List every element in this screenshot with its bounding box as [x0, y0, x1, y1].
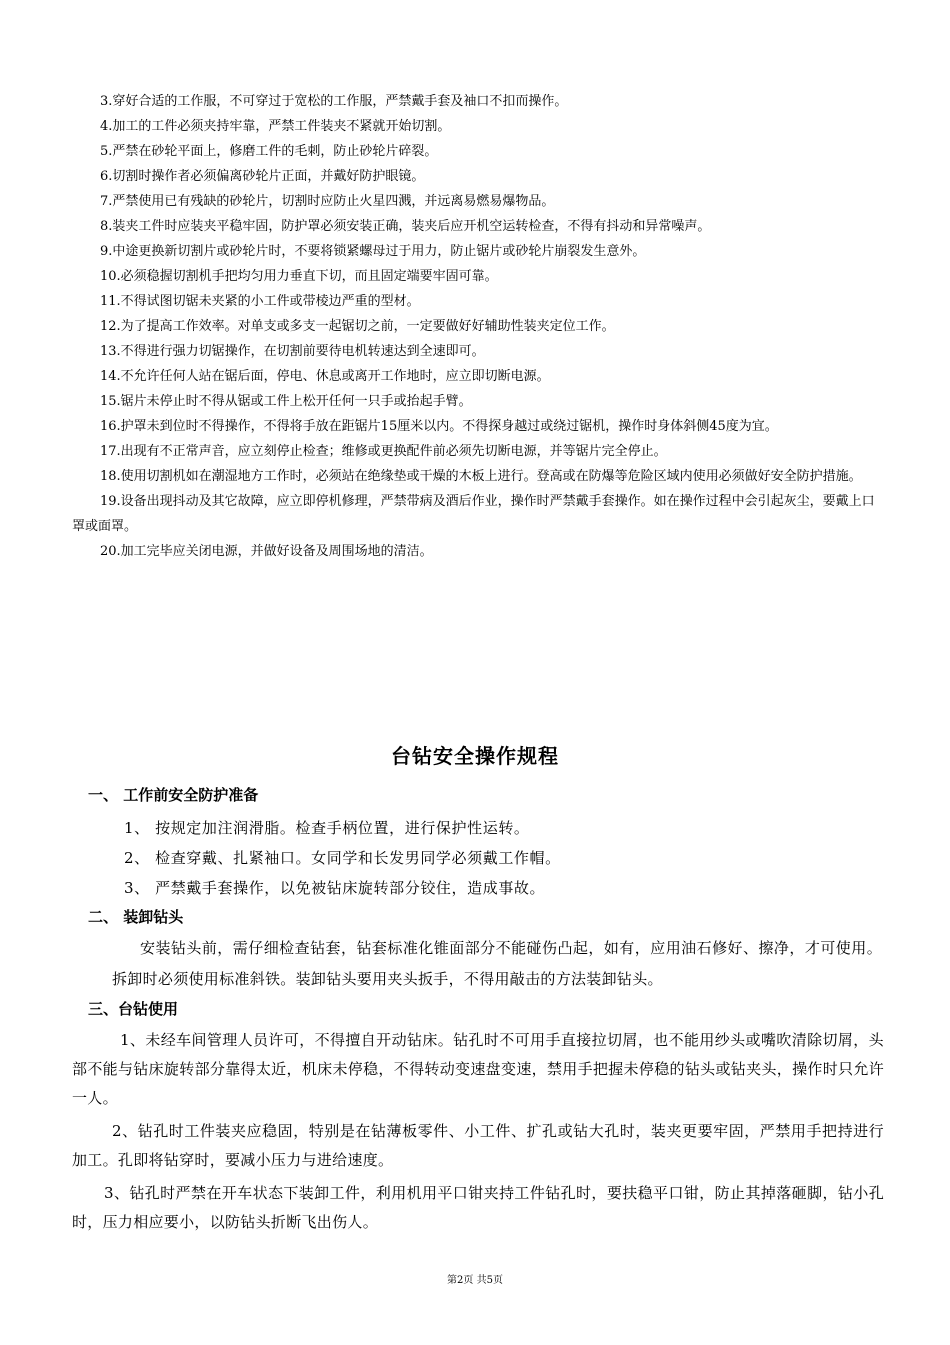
page-footer: 第2页 共5页 [447, 1275, 503, 1286]
rule-item: 14.不允许任何人站在锯后面，停电、休息或离开工作地时，应立即切断电源。 [100, 369, 550, 384]
prep-item-2: 2、 检查穿戴、扎紧袖口。女同学和长发男同学必须戴工作帽。 [124, 849, 561, 867]
rule-item: 6.切割时操作者必须偏离砂轮片正面，并戴好防护眼镜。 [100, 169, 425, 184]
rule-item: 20.加工完毕应关闭电源，并做好设备及周围场地的清洁。 [100, 544, 433, 559]
usage-paragraph-3: 3、钻孔时严禁在开车状态下装卸工件，利用机用平口钳夹持工件钻孔时，要扶稳平口钳，防止其掉落砸脚，钻小孔时，压力相应要小，以防钻头折断飞出伤人。 [72, 1184, 884, 1231]
rule-item: 3.穿好合适的工作服，不可穿过于宽松的工作服，严禁戴手套及袖口不扣而操作。 [100, 94, 568, 109]
rule-item: 15.锯片未停止时不得从锯或工件上松开任何一只手或抬起手臂。 [100, 394, 472, 409]
rule-item: 9.中途更换新切割片或砂轮片时，不要将锁紧螺母过于用力，防止锯片或砂轮片崩裂发生意外。 [100, 244, 646, 259]
rule-item: 10.必须稳握切割机手把均匀用力垂直下切，而且固定端要牢固可靠。 [100, 269, 498, 284]
rule-item: 12.为了提高工作效率。对单支或多支一起锯切之前，一定要做好好辅助性装夹定位工作。 [100, 319, 615, 334]
rule-item: 19.设备出现抖动及其它故障，应立即停机修理，严禁带病及酒后作业，操作时严禁戴手套操作。如在操作过程中会引起灰尘，要戴上口罩或面罩。 [72, 494, 875, 534]
page-title: 台钻安全操作规程 [391, 744, 559, 768]
rule-item: 4.加工的工件必须夹持牢靠，严禁工件装夹不紧就开始切割。 [100, 119, 451, 134]
prep-item-1: 1、 按规定加注润滑脂。检查手柄位置，进行保护性运转。 [124, 819, 530, 837]
rule-item: 17.出现有不正常声音，应立刻停止检查；维修或更换配件前必须先切断电源，并等锯片完全停止。 [100, 444, 667, 459]
section-heading-2: 二、 装卸钻头 [88, 908, 184, 926]
usage-paragraph-1: 1、未经车间管理人员许可，不得擅自开动钻床。钻孔时不可用手直接拉切屑，也不能用纱头或嘴吹清除切屑，头部不能与钻床旋转部分靠得太近，机床未停稳，不得转动变速盘变速，禁用手把握未停稳的钻头或钻夹头，操作时只允许一人。 [72, 1031, 884, 1107]
rule-item: 11.不得试图切锯未夹紧的小工件或带棱边严重的型材。 [100, 294, 420, 309]
rule-item: 5.严禁在砂轮平面上，修磨工件的毛刺，防止砂轮片碎裂。 [100, 144, 438, 159]
prep-item-3: 3、 严禁戴手套操作，以免被钻床旋转部分铰住，造成事故。 [124, 879, 546, 897]
rule-item: 13.不得进行强力切锯操作，在切割前要待电机转速达到全速即可。 [100, 344, 485, 359]
section-heading-1: 一、 工作前安全防护准备 [88, 786, 259, 804]
cutting-machine-rules [72, 89, 884, 564]
rule-item: 8.装夹工件时应装夹平稳牢固，防护罩必须安装正确，装夹后应开机空运转检查，不得有抖动和异常噪声。 [100, 219, 711, 234]
rule-item: 16.护罩未到位时不得操作，不得将手放在距锯片15厘米以内。不得探身越过或绕过锯机，操作时身体斜侧45度为宜。 [100, 419, 778, 434]
section-heading-3: 三、台钻使用 [88, 1000, 179, 1018]
rule-item: 18.使用切割机如在潮湿地方工作时，必须站在绝缘垫或干燥的木板上进行。登高或在防爆等危险区域内使用必须做好安全防护措施。 [100, 469, 862, 484]
section2-text: 安装钻头前，需仔细检查钻套，钻套标准化锥面部分不能碰伤凸起，如有，应用油石修好、擦净，才可使用。拆卸时必须使用标准斜铁。装卸钻头要用夹头扳手，不得用敲击的方法装卸钻头。 [112, 939, 882, 988]
usage-paragraph-2: 2、钻孔时工件装夹应稳固，特别是在钻薄板零件、小工件、扩孔或钻大孔时，装夹更要牢固，严禁用手把持进行加工。孔即将钻穿时，要减小压力与进给速度。 [72, 1122, 884, 1169]
rule-item: 7.严禁使用已有残缺的砂轮片，切割时应防止火星四溅，并远离易燃易爆物品。 [100, 194, 555, 209]
